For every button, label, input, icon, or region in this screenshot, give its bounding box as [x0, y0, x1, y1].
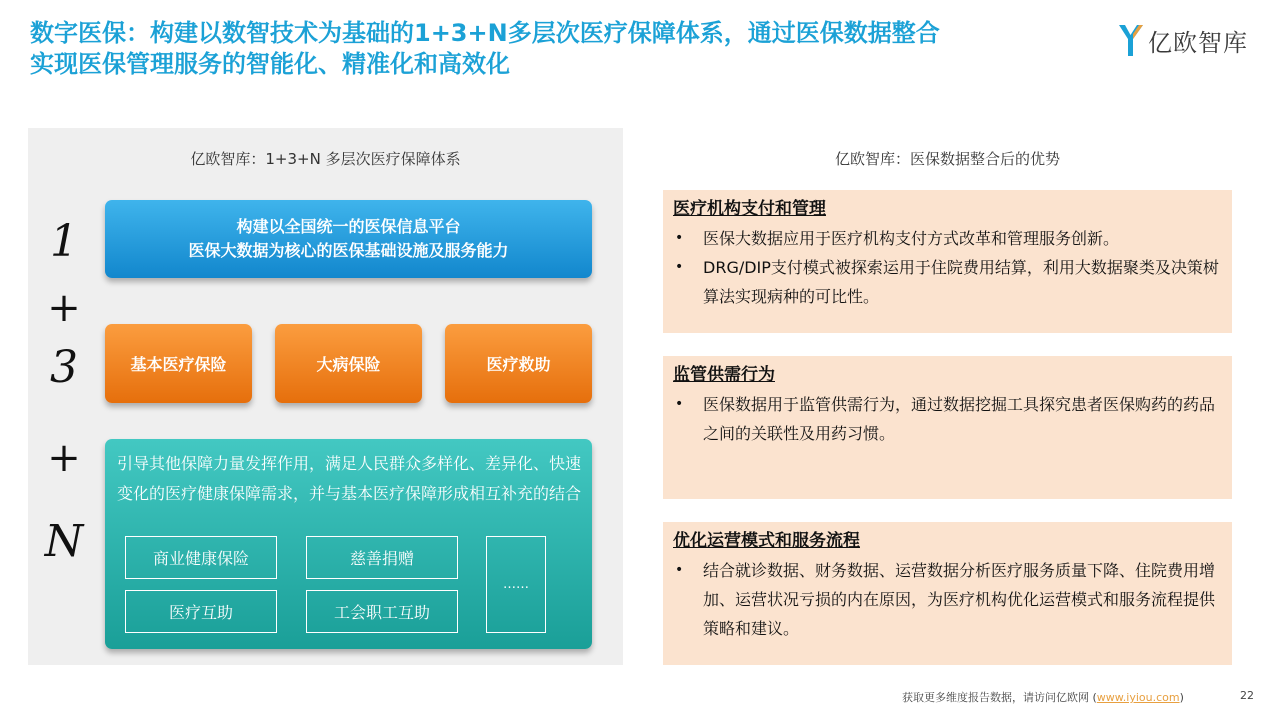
left-panel-caption: 亿欧智库：1+3+N 多层次医疗保障体系: [190, 150, 461, 168]
advantage-bullet: • 结合就诊数据、财务数据、运营数据分析医疗服务质量下降、住院费用增加、运营状况亏损的内在原因，为医疗机构优化运营模式和服务流程提供策略和建议。: [673, 556, 1220, 643]
union-worker-mutual-aid-box: 工会职工互助: [306, 590, 458, 633]
advantage-bullet: • 医保数据用于监管供需行为，通过数据挖掘工具探究患者医保购药的药品之间的关联性及用药习惯。: [673, 390, 1220, 448]
advantage-bullet-list: [673, 390, 1220, 448]
page-title-line-1: 数字医保：构建以数智技术为基础的1+3+N多层次医疗保障体系，通过医保数据整合: [30, 19, 940, 47]
footer-suffix: ): [1179, 691, 1184, 704]
page-number: 22: [1240, 689, 1254, 702]
unified-platform-line-1: 构建以全国统一的医保信息平台: [236, 217, 461, 236]
footer-prefix: 获取更多维度报告数据，请访问亿欧网 (: [902, 691, 1097, 704]
supplementary-protection-description: 引导其他保障力量发挥作用，满足人民群众多样化、差异化、快速变化的医疗健康保障需求，并与基本医疗保障形成相互补充的结合: [117, 454, 582, 503]
left-panel: [28, 128, 623, 665]
medical-assistance-box: 医疗救助: [445, 324, 592, 403]
basic-medical-insurance-box: 基本医疗保险: [105, 324, 252, 403]
logo-text: 亿欧智库: [1148, 28, 1248, 57]
advantage-bullet: • DRG/DIP支付模式被探索运用于住院费用结算，利用大数据聚类及决策树算法实现病种的可比性。: [673, 253, 1220, 311]
advantage-card-supervision: [663, 356, 1232, 499]
footer-note: [902, 689, 1184, 705]
medical-mutual-aid-box: 医疗互助: [125, 590, 277, 633]
commercial-health-insurance-box: 商业健康保险: [125, 536, 277, 579]
glyph-plus-2: +: [47, 435, 81, 481]
advantage-bullet-list: [673, 224, 1220, 311]
glyph-n: N: [44, 516, 84, 567]
brand-logo: [1118, 20, 1248, 60]
glyph-one: 1: [50, 216, 78, 267]
page-title: [30, 18, 1070, 80]
footer-website-link[interactable]: www.iyiou.com: [1096, 691, 1180, 704]
supplementary-protection-box: [105, 439, 592, 649]
right-panel-caption: 亿欧智库：医保数据整合后的优势: [834, 150, 1060, 168]
glyph-plus-1: +: [47, 285, 81, 331]
advantage-card-operations: [663, 522, 1232, 665]
logo-mark-icon: [1118, 23, 1144, 57]
advantage-card-title: 优化运营模式和服务流程: [673, 531, 860, 551]
charity-donation-box: 慈善捐赠: [306, 536, 458, 579]
advantage-bullet: • 医保大数据应用于医疗机构支付方式改革和管理服务创新。: [673, 224, 1220, 253]
advantage-card-title: 医疗机构支付和管理: [673, 199, 826, 219]
advantage-card-title: 监管供需行为: [673, 365, 775, 385]
critical-illness-insurance-box: 大病保险: [275, 324, 422, 403]
more-items-box: ……: [486, 536, 546, 633]
glyph-three: 3: [50, 342, 78, 393]
page-title-line-2: 实现医保管理服务的智能化、精准化和高效化: [30, 50, 510, 78]
advantage-card-payment: [663, 190, 1232, 333]
unified-platform-box: [105, 200, 592, 278]
advantage-bullet-list: [673, 556, 1220, 643]
unified-platform-line-2: 医保大数据为核心的医保基础设施及服务能力: [188, 241, 509, 260]
